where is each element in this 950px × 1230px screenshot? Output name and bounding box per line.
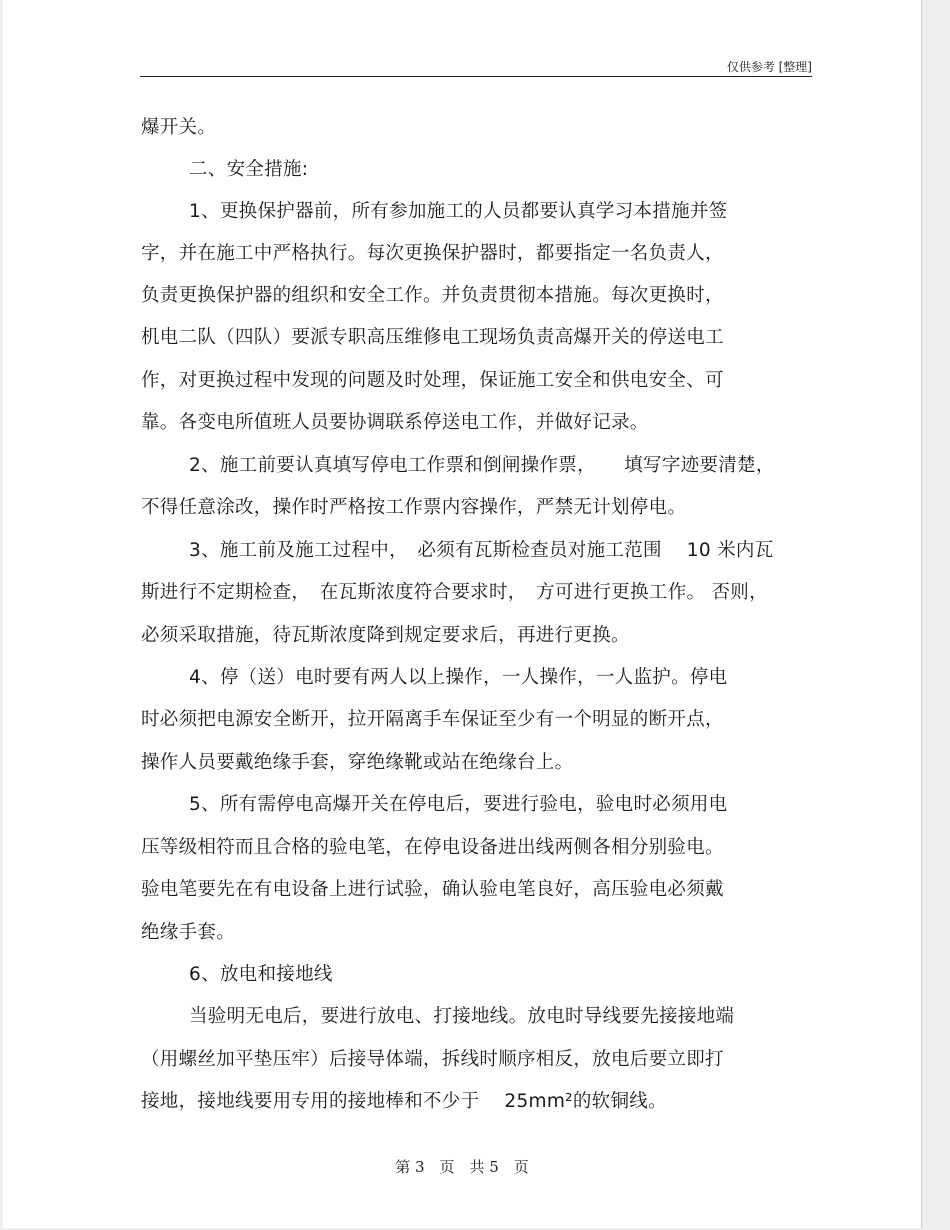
text-line: 操作人员要戴绝缘手套，穿绝缘靴或站在绝缘台上。	[141, 752, 574, 773]
text-line: 当验明无电后，要进行放电、打接地线。放电时导线要先接接地端	[189, 1006, 735, 1027]
text-line: 斯进行不定期检查， 在瓦斯浓度符合要求时， 方可进行更换工作。 否则，	[141, 582, 768, 603]
text-line: 压等级相符而且合格的验电笔，在停电设备进出线两侧各相分别验电。	[141, 837, 724, 858]
text-line: 作，对更换过程中发现的问题及时处理，保证施工安全和供电安全、可	[141, 370, 724, 391]
page-header: 仅供参考 [整理]	[726, 60, 812, 74]
text-line: 爆开关。	[141, 117, 217, 138]
text-line: 6、放电和接地线	[189, 964, 333, 985]
text-line: 必须采取措施，待瓦斯浓度降到规定要求后，再进行更换。	[141, 625, 630, 646]
text-line: 绝缘手套。	[141, 922, 236, 943]
text-line: 验电笔要先在有电设备上进行试验，确认验电笔良好，高压验电必须戴	[141, 879, 724, 900]
text-line: 接地，接地线要用专用的接地棒和不少于 25mm²的软铜线。	[141, 1091, 667, 1112]
text-line: 5、所有需停电高爆开关在停电后，要进行验电，验电时必须用电	[189, 794, 728, 815]
page-footer: 第 3 页 共 5 页	[395, 1158, 529, 1176]
text-line: 字，并在施工中严格执行。每次更换保护器时，都要指定一名负责人，	[141, 243, 724, 264]
document-page	[3, 0, 922, 1228]
text-line: 机电二队（四队）要派专职高压维修电工现场负责高爆开关的停送电工	[141, 327, 724, 348]
text-line: 3、施工前及施工过程中， 必须有瓦斯检查员对施工范围 10 米内瓦	[189, 540, 774, 561]
text-line: 靠。各变电所值班人员要协调联系停送电工作，并做好记录。	[141, 412, 649, 433]
text-line: 2、施工前要认真填写停电工作票和倒闸操作票， 填写字迹要清楚，	[189, 455, 775, 476]
text-line: 不得任意涂改，操作时严格按工作票内容操作，严禁无计划停电。	[141, 497, 687, 518]
header-rule	[140, 76, 812, 77]
text-line: 4、停（送）电时要有两人以上操作，一人操作，一人监护。停电	[189, 667, 728, 688]
section-heading: 二、安全措施:	[189, 159, 309, 180]
text-line: 1、更换保护器前，所有参加施工的人员都要认真学习本措施并签	[189, 201, 728, 222]
text-line: 时必须把电源安全断开，拉开隔离手车保证至少有一个明显的断开点，	[141, 709, 724, 730]
text-line: （用螺丝加平垫压牢）后接导体端，拆线时顺序相反，放电后要立即打	[141, 1049, 724, 1070]
text-line: 负责更换保护器的组织和安全工作。并负责贯彻本措施。每次更换时，	[141, 285, 724, 306]
